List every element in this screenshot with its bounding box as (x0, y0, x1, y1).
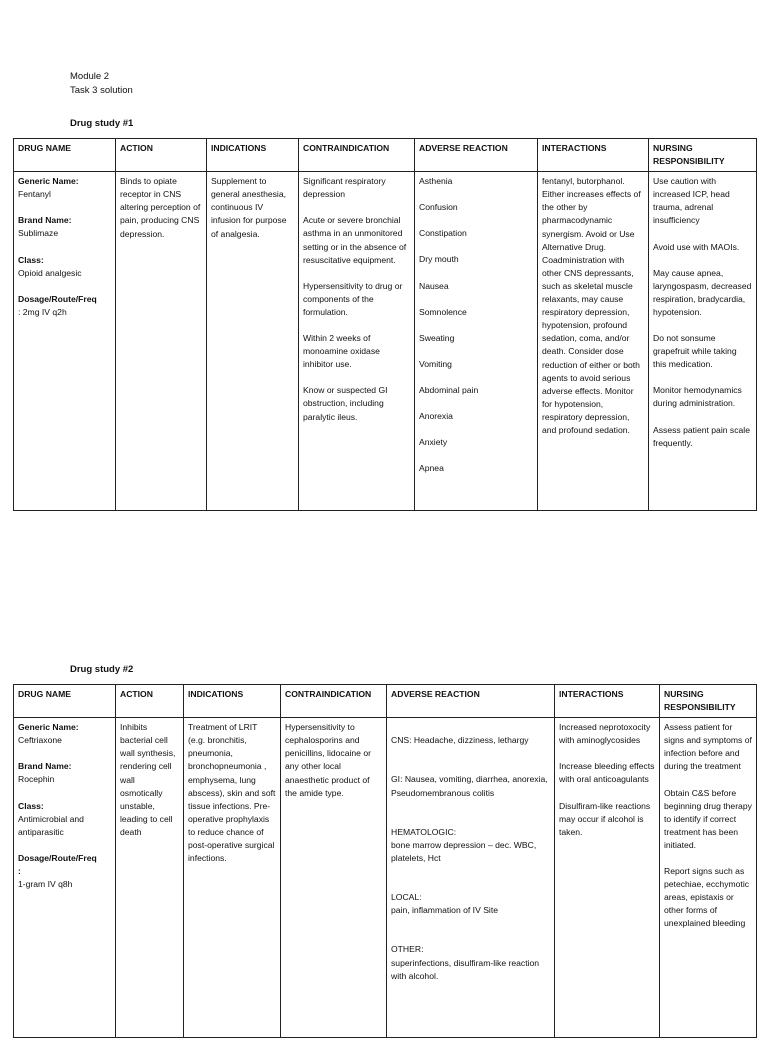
generic-name-value: Fentanyl (18, 189, 51, 200)
contraindication-cell (299, 172, 415, 511)
contraindication-item: Acute or severe bronchial asthma in an unmonitored setting or in the absence of resuscitative equipment. (303, 215, 407, 265)
adverse-item: GI: Nausea, vomiting, diarrhea, anorexia, Pseudomembranous colitis (391, 774, 548, 798)
adverse-item: CNS: Headache, dizziness, lethargy (391, 735, 529, 746)
interaction-item: Increased neprotoxocity with aminoglycosides (559, 722, 651, 746)
contraindication-item: Significant respiratory depression (303, 176, 386, 200)
interactions-cell: fentanyl, butorphanol. Either increases effects of the other by pharmacodynamic synergism. Avoid or Use Alternative Drug. Coadministration with other CNS depressants, such as skeletal muscle relaxants, may cause respiratory depression, hypotension, profound sedation, coma, and/or death. Consider dose reduction of either or both agents to avoid serious adverse effects. Monitor for hypotension, respiratory depression, and profound sedation. (538, 172, 649, 511)
class-value: Antimicrobial and antiparasitic (18, 813, 84, 837)
col-action: ACTION (116, 685, 184, 718)
nursing-item: Obtain C&S before beginning drug therapy to identify if correct treatment has been initiated. (664, 787, 752, 850)
action-cell: Binds to opiate receptor in CNS altering perception of pain, producing CNS depression. (116, 172, 207, 511)
brand-name-label: Brand Name: (18, 215, 72, 226)
adverse-reaction-cell (415, 172, 538, 511)
module-title: Module 2 (70, 71, 110, 82)
drug-study-2-table (13, 684, 757, 1038)
col-drug-name: DRUG NAME (14, 139, 116, 172)
adverse-item: Nausea (419, 280, 449, 291)
col-interactions: INTERACTIONS (555, 685, 660, 718)
adverse-item: Anxiety (419, 437, 448, 448)
indications-cell: Treatment of LRIT (e.g. bronchitis, pneumonia, bronchopneumonia , emphysema, lung abscess), skin and soft tissue infections. Pre-operative prophylaxis to reduce chance of post-operative surgical infections. (184, 718, 281, 1038)
nursing-item: Assess patient for signs and symptoms of infection before and during the treatment (664, 722, 752, 772)
adverse-item: Anorexia (419, 411, 453, 422)
dosage-value: 1-gram IV q8h (18, 879, 73, 890)
class-label: Class: (18, 254, 44, 265)
contraindication-cell: Hypersensitivity to cephalosporins and penicillins, lidocaine or any other local anaesthetic product of the amide type. (281, 718, 387, 1038)
col-indications: INDICATIONS (207, 139, 299, 172)
adverse-item: Abdominal pain (419, 384, 479, 395)
study-1-title: Drug study #1 (70, 118, 134, 129)
dosage-label: Dosage/Route/Freq (18, 852, 97, 863)
contraindication-item: Hypersensitivity to drug or components of the formulation. (303, 280, 403, 317)
task-title: Task 3 solution (70, 85, 133, 96)
col-nursing-responsibility: NURSING RESPONSIBILITY (660, 685, 757, 718)
col-nursing-responsibility: NURSING RESPONSIBILITY (649, 139, 757, 172)
adverse-item: Dry mouth (419, 254, 459, 265)
class-label: Class: (18, 800, 44, 811)
adverse-item: Somnolence (419, 306, 467, 317)
interaction-item: Disulfiram-like reactions may occur if alcohol is taken. (559, 800, 651, 837)
brand-name-label: Brand Name: (18, 761, 72, 772)
adverse-item: LOCAL: pain, inflammation of IV Site (391, 892, 498, 916)
adverse-item: Vomiting (419, 358, 452, 369)
generic-name-label: Generic Name: (18, 176, 79, 187)
table-row (14, 718, 757, 1038)
col-contraindication: CONTRAINDICATION (281, 685, 387, 718)
drug-study-1-table (13, 138, 757, 511)
col-interactions: INTERACTIONS (538, 139, 649, 172)
col-action: ACTION (116, 139, 207, 172)
nursing-item: Avoid use with MAOIs. (653, 241, 740, 252)
drug-name-cell (14, 718, 116, 1038)
adverse-item: Confusion (419, 202, 458, 213)
adverse-item: OTHER: superinfections, disulfiram-like reaction with alcohol. (391, 944, 540, 981)
brand-name-value: Rocephin (18, 774, 55, 785)
adverse-item: Sweating (419, 332, 455, 343)
brand-name-value: Sublimaze (18, 228, 59, 239)
adverse-item: Constipation (419, 228, 467, 239)
table-header-row (14, 139, 757, 172)
generic-name-value: Ceftriaxone (18, 735, 62, 746)
nursing-item: Use caution with increased ICP, head trauma, adrenal insufficiency (653, 176, 730, 226)
col-adverse-reaction: ADVERSE REACTION (415, 139, 538, 172)
contraindication-item: Within 2 weeks of monoamine oxidase inhibitor use. (303, 333, 380, 370)
dosage-colon: : (18, 865, 21, 876)
nursing-item: Monitor hemodynamics during administration. (653, 385, 742, 409)
adverse-item: Asthenia (419, 176, 453, 187)
col-contraindication: CONTRAINDICATION (299, 139, 415, 172)
adverse-reaction-cell (387, 718, 555, 1038)
study-2-title: Drug study #2 (70, 664, 134, 675)
action-cell: Inhibits bacterial cell wall synthesis, rendering cell wall osmotically unstable, leading to cell death (116, 718, 184, 1038)
nursing-item: May cause apnea, laryngospasm, decreased respiration, bradycardia, hypotension. (653, 267, 752, 317)
nursing-item: Do not sonsume grapefruit while taking this medication. (653, 333, 737, 370)
nursing-responsibility-cell (649, 172, 757, 511)
adverse-item: Apnea (419, 463, 444, 474)
nursing-item: Report signs such as petechiae, ecchymotic areas, epistaxis or other forms of unexplained bleeding (664, 866, 750, 929)
col-adverse-reaction: ADVERSE REACTION (387, 685, 555, 718)
indications-cell: Supplement to general anesthesia, continuous IV infusion for purpose of analgesia. (207, 172, 299, 511)
col-indications: INDICATIONS (184, 685, 281, 718)
dosage-label: Dosage/Route/Freq (18, 293, 97, 304)
nursing-responsibility-cell (660, 718, 757, 1038)
table-header-row (14, 685, 757, 718)
contraindication-item: Know or suspected GI obstruction, including paralytic ileus. (303, 385, 388, 422)
adverse-item: HEMATOLOGIC: bone marrow depression – dec. WBC, platelets, Hct (391, 826, 537, 863)
table-row (14, 172, 757, 511)
interactions-cell (555, 718, 660, 1038)
dosage-value: : 2mg IV q2h (18, 306, 67, 317)
interaction-item: Increase bleeding effects with oral anticoagulants (559, 761, 655, 785)
nursing-item: Assess patient pain scale frequently. (653, 424, 750, 448)
drug-name-cell (14, 172, 116, 511)
col-drug-name: DRUG NAME (14, 685, 116, 718)
class-value: Opioid analgesic (18, 267, 82, 278)
generic-name-label: Generic Name: (18, 722, 79, 733)
